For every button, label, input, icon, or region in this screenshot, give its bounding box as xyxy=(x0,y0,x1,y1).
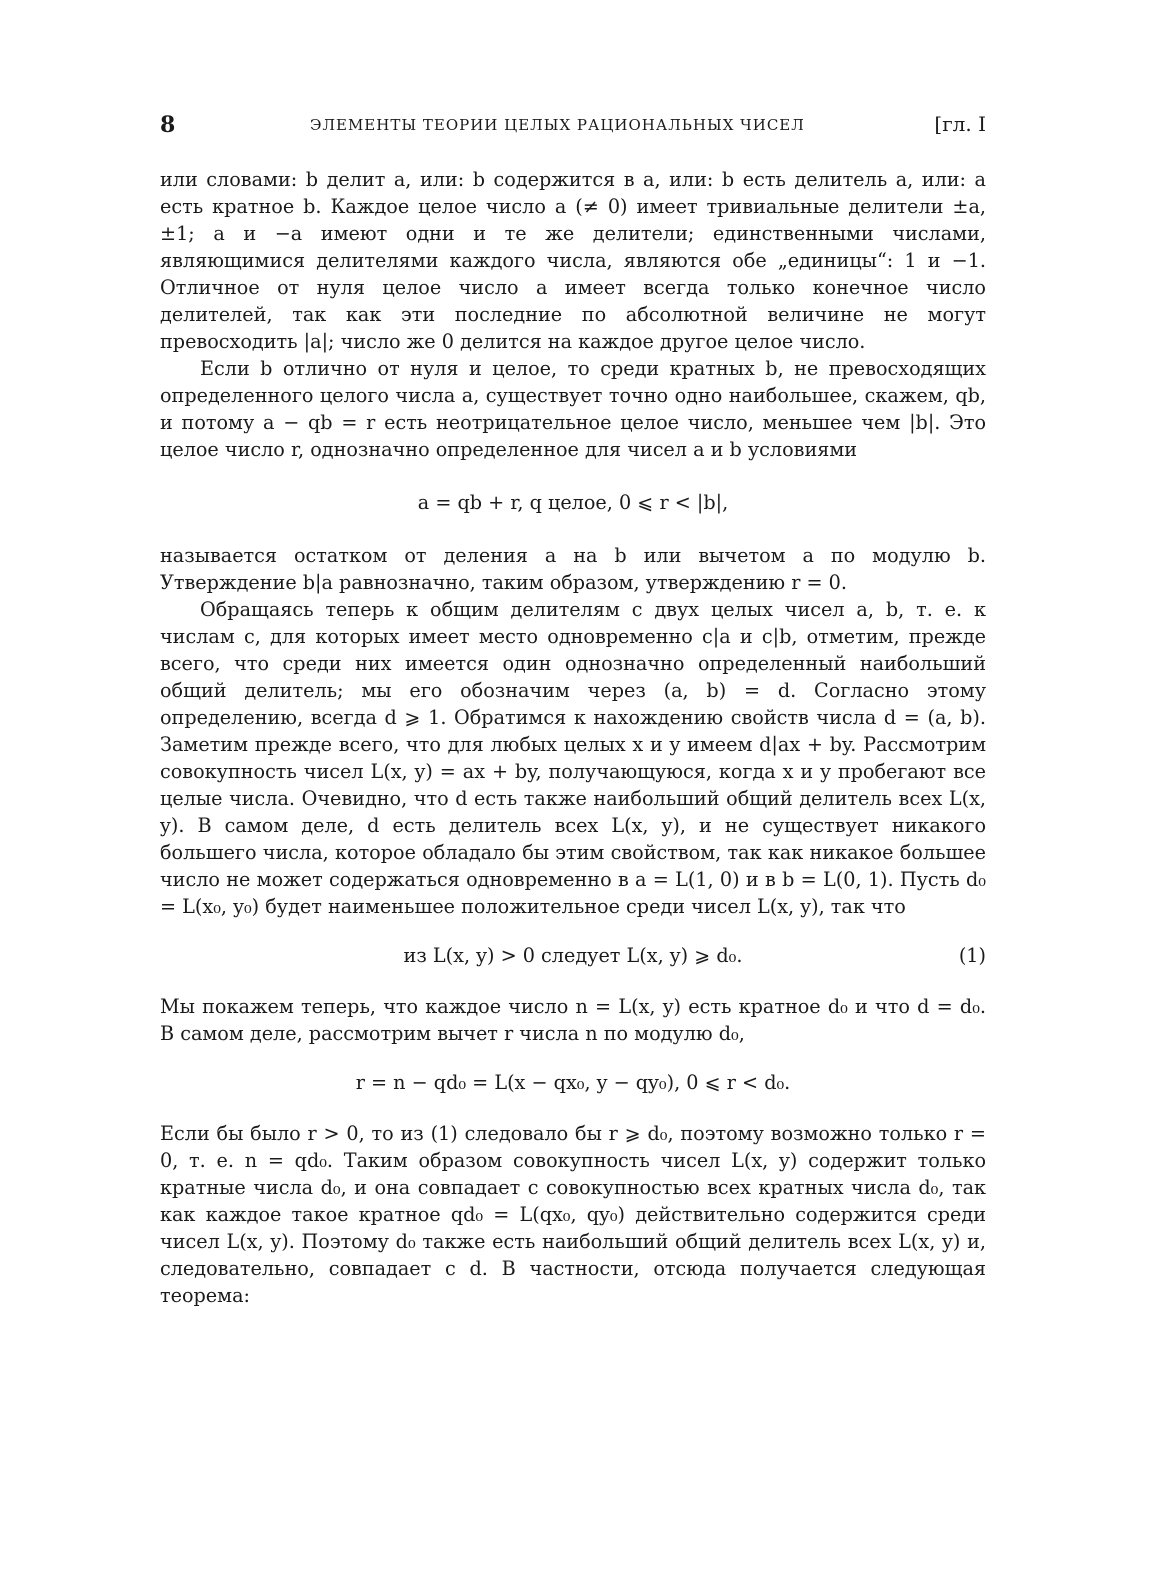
chapter-label: [гл. I xyxy=(934,112,986,136)
page-body xyxy=(160,166,986,1309)
page-number: 8 xyxy=(160,112,176,138)
paragraph: Если b отлично от нуля и целое, то среди кратных b, не превосходящих определенного целого числа a, существует точно одно наибольшее, скажем, qb, и потому a − qb = r есть неотрицательное целое число, меньшее чем |b|. Это целое число r, однозначно определенное для чисел a и b условиями xyxy=(160,357,986,461)
formula-division xyxy=(160,489,986,516)
equation-number: (1) xyxy=(958,944,986,967)
paragraph: Если бы было r > 0, то из (1) следовало бы r ⩾ d₀, поэтому возможно только r = 0, т. е. n = qd₀. Таким образом совокупность чисел L(x, y) содержит только кратные числа d₀, и она совпадает с совокупностью всех кратных числа d₀, так как каждое такое кратное qd₀ = L(qx₀, qy₀) действительно содержится среди чисел L(x, y). Поэтому d₀ также есть наибольший общий делитель всех L(x, y) и, следовательно, совпадает с d. В частности, отсюда получается следующая теорема: xyxy=(160,1122,986,1307)
paragraph: называется остатком от деления a на b или вычетом a по модулю b. Утверждение b|a равнозначно, таким образом, утверждению r = 0. xyxy=(160,544,986,594)
paragraph: Мы покажем теперь, что каждое число n = L(x, y) есть кратное d₀ и что d = d₀. В самом деле, рассмотрим вычет r числа n по модулю d₀, xyxy=(160,995,986,1045)
paragraph: Обращаясь теперь к общим делителям c двух целых чисел a, b, т. е. к числам c, для которых имеет место одновременно c|a и c|b, отметим, прежде всего, что среди них имеется один однозначно определенный наибольший общий делитель; мы его обозначим через (a, b) = d. Согласно этому определению, всегда d ⩾ 1. Обратимся к нахождению свойств числа d = (a, b). Заметим прежде всего, что для любых целых x и y имеем d|ax + by. Рассмотрим совокупность чисел L(x, y) = ax + by, получающуюся, когда x и y пробегают все целые числа. Очевидно, что d есть также наибольший общий делитель всех L(x, y). В самом деле, d есть делитель всех L(x, y), и не существует никакого большего числа, которое обладало бы этим свойством, так как никакое большее число не может содержаться одновременно в a = L(1, 0) и в b = L(0, 1). Пусть d₀ = L(x₀, y₀) будет наименьшее положительное среди чисел L(x, y), так что xyxy=(160,598,986,918)
formula-text: a = qb + r, q целое, 0 ⩽ r < |b|, xyxy=(417,491,729,514)
page-header xyxy=(160,112,986,152)
page xyxy=(160,112,986,1309)
paragraph: или словами: b делит a, или: b содержится в a, или: b есть делитель a, или: a есть кратное b. Каждое целое число a (≠ 0) имеет тривиальные делители ±a, ±1; a и −a имеют одни и те же делители; единственными числами, являющимися делителями каждого числа, являются обе „единицы“: 1 и −1. Отличное от нуля целое число a имеет всегда только конечное число делителей, так как эти последние по абсолютной величине не могут превосходить |a|; число же 0 делится на каждое другое целое число. xyxy=(160,168,986,353)
formula-text: из L(x, y) > 0 следует L(x, y) ⩾ d₀. xyxy=(403,944,743,967)
running-title: ЭЛЕМЕНТЫ ТЕОРИИ ЦЕЛЫХ РАЦИОНАЛЬНЫХ ЧИСЕЛ xyxy=(310,116,805,134)
formula-residue xyxy=(160,1069,986,1096)
formula-text: r = n − qd₀ = L(x − qx₀, y − qy₀), 0 ⩽ r < d₀. xyxy=(355,1071,791,1094)
formula-1 xyxy=(160,942,986,969)
